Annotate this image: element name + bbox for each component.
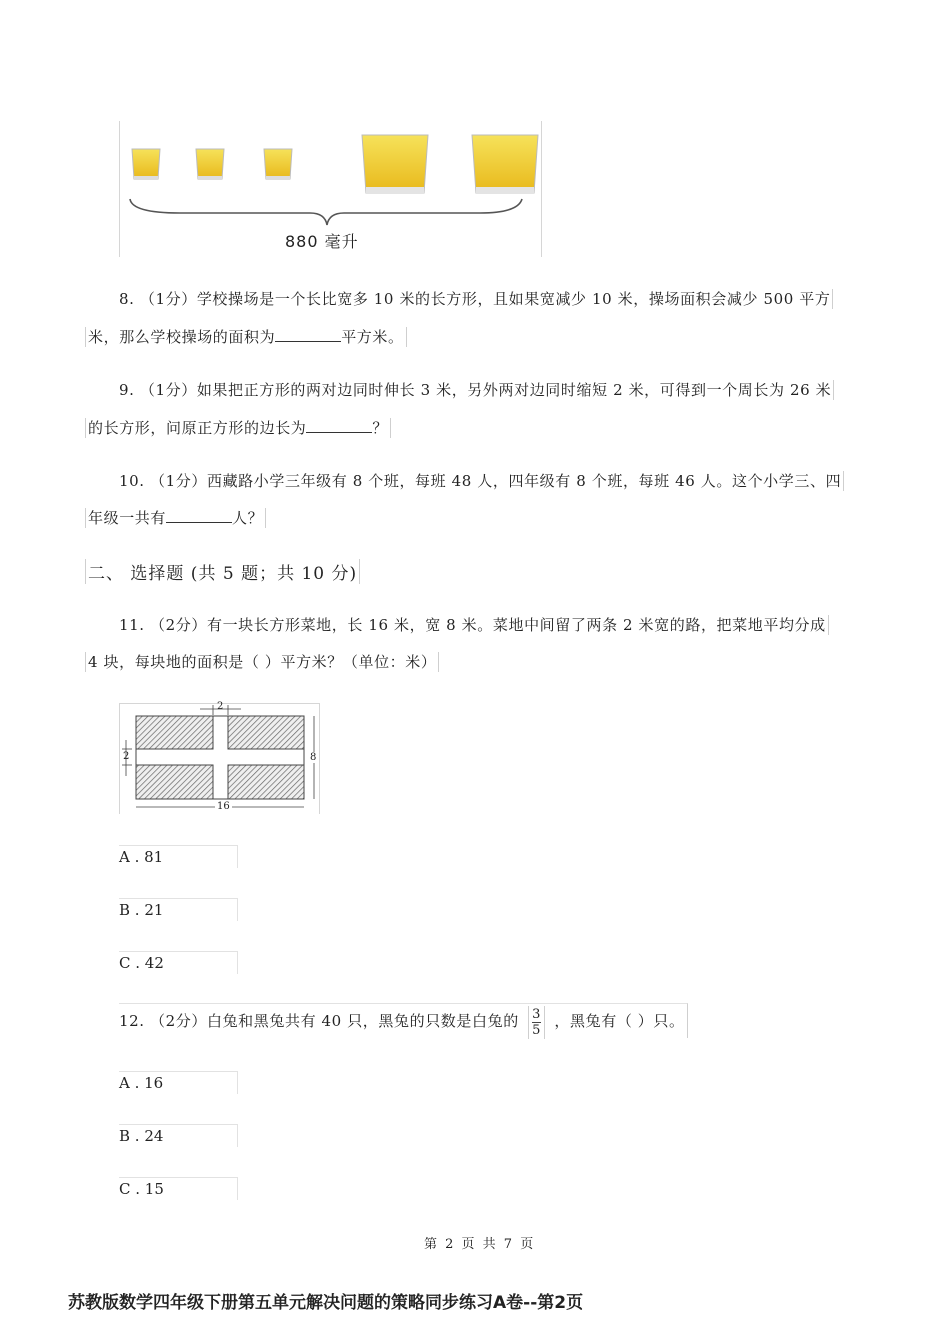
- q9-line2-post: ？: [372, 419, 389, 437]
- brace: [130, 199, 522, 225]
- section-title-choice: 二、 选择题 (共 5 题；共 10 分): [85, 559, 360, 584]
- dim-left-label: 2: [123, 751, 130, 762]
- dim-right-label: 8: [310, 752, 317, 763]
- fraction-numerator: 3: [532, 1006, 542, 1022]
- small-cup-2: [196, 149, 224, 180]
- large-cup-2: [472, 135, 538, 194]
- q11-option-c[interactable]: C . 42: [119, 951, 238, 974]
- q9-line2: [85, 418, 391, 438]
- document-title: 苏教版数学四年级下册第五单元解决问题的策略同步练习A卷--第2页: [68, 1293, 584, 1313]
- dim-bottom-label: 16: [217, 801, 230, 812]
- volume-label: 880 毫升: [285, 232, 359, 251]
- q8-line2-pre: 米，那么学校操场的面积为: [88, 328, 276, 346]
- juice-cups-figure: [119, 121, 542, 257]
- dim-top-label: 2: [217, 701, 224, 712]
- q10-answer-blank[interactable]: [166, 508, 232, 523]
- q8-line2: [85, 327, 407, 347]
- small-cup-1: [132, 149, 160, 180]
- garden-figure: [119, 703, 320, 814]
- q12-line: [119, 1003, 688, 1038]
- q11-line2: 4 块，每块地的面积是（ ）平方米？（单位：米）: [85, 652, 439, 672]
- q12-fraction: [528, 1006, 545, 1039]
- fraction-denominator: 5: [532, 1022, 542, 1038]
- page-number: 第 2 页 共 7 页: [424, 1237, 536, 1252]
- small-cup-3: [264, 149, 292, 180]
- q12-option-c[interactable]: C . 15: [119, 1177, 238, 1200]
- large-cup-1: [362, 135, 428, 194]
- garden-drawing: [120, 704, 319, 814]
- q12-text-post: ，黑兔有（ ）只。: [554, 1012, 685, 1030]
- q8-answer-blank[interactable]: [275, 327, 341, 342]
- q8-line2-post: 平方米。: [341, 328, 404, 346]
- q11-option-b[interactable]: B . 21: [119, 898, 238, 921]
- q8-line1: 8. （1分）学校操场是一个长比宽多 10 米的长方形，且如果宽减少 10 米，操场面积会减少 500 平方: [119, 289, 833, 309]
- q9-answer-blank[interactable]: [306, 418, 372, 433]
- q9-line1: 9. （1分）如果把正方形的两对边同时伸长 3 米，另外两对边同时缩短 2 米，可得到一个周长为 26 米: [119, 380, 834, 400]
- q12-option-a[interactable]: A . 16: [119, 1071, 238, 1094]
- q12-option-b[interactable]: B . 24: [119, 1124, 238, 1147]
- q10-line1: 10. （1分）西藏路小学三年级有 8 个班，每班 48 人，四年级有 8 个班，每班 46 人。这个小学三、四: [119, 471, 844, 491]
- q10-line2: [85, 508, 266, 528]
- q11-option-a[interactable]: A . 81: [119, 845, 238, 868]
- q10-line2-pre: 年级一共有: [88, 509, 167, 527]
- q11-line1: 11. （2分）有一块长方形菜地，长 16 米，宽 8 米。菜地中间留了两条 2 米宽的路，把菜地平均分成: [119, 615, 829, 635]
- q12-text-pre: 12. （2分）白兔和黑兔共有 40 只，黑兔的只数是白兔的: [119, 1012, 519, 1030]
- q10-line2-post: 人？: [232, 509, 264, 527]
- q9-line2-pre: 的长方形，问原正方形的边长为: [88, 419, 307, 437]
